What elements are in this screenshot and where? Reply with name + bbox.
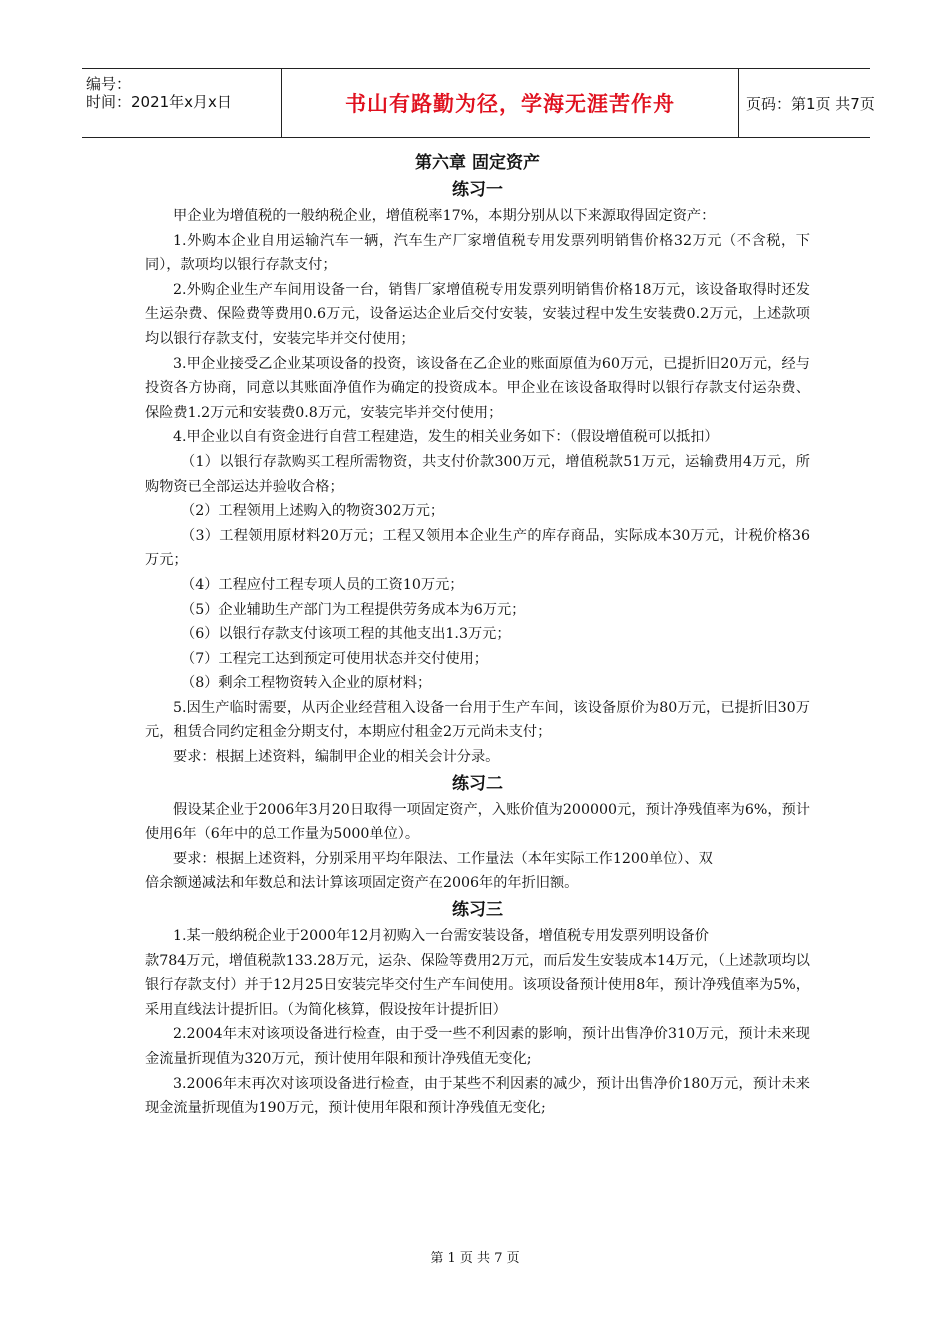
exercise-1-item-3: 3.甲企业接受乙企业某项设备的投资，该设备在乙企业的账面原值为60万元，已提折旧20万元，经与投资各方协商，同意以其账面净值作为确定的投资成本。甲企业在该设备取得时以银行存款支付运杂费、保险费1.2万元和安装费0.8万元，安装完毕并交付使用；: [145, 355, 810, 421]
header-meta: [82, 69, 280, 137]
exercise-1-item-1: 1.外购本企业自用运输汽车一辆，汽车生产厂家增值税专用发票列明销售价格32万元（不含税，下同），款项均以银行存款支付；: [145, 232, 810, 274]
exercise-1-requirement: 要求：根据上述资料，编制甲企业的相关会计分录。: [173, 749, 500, 766]
exercise-3-title: 练习三: [452, 900, 503, 921]
exercise-3-item-1b: 款784万元，增值税款133.28万元，运杂、保险等费用2万元，而后发生安装成本14万元，（上述款项均以银行存款支付）并于12月25日安装完毕交付生产车间使用。该项设备预计使用8年，预计净残值率为5%，采用直线法计提折旧。（为简化核算，假设按年计提折旧）: [145, 952, 810, 1018]
exercise-1-intro: 甲企业为增值税的一般纳税企业，增值税率17%，本期分别从以下来源取得固定资产：: [173, 208, 716, 224]
exercise-1-sub-6: （6）以银行存款支付该项工程的其他支出1.3万元；: [181, 626, 511, 643]
document-body: [145, 150, 810, 1121]
document-number-label: 编号：: [86, 75, 132, 93]
header-motto-cell: [281, 69, 739, 137]
exercise-1-title: 练习一: [452, 180, 503, 200]
exercise-3-item-3: 3.2006年末再次对该项设备进行检查，由于某些不利因素的减少，预计出售净价180万元，预计未来现金流量折现值为190万元，预计使用年限和预计净残值无变化;: [145, 1075, 810, 1117]
exercise-1-sub-1: （1）以银行存款购买工程所需物资，共支付价款300万元，增值税款51万元，运输费用4万元，所购物资已全部运达并验收合格；: [145, 453, 810, 495]
exercise-1-item-2: 2.外购企业生产车间用设备一台，销售厂家增值税专用发票列明销售价格18万元，该设备取得时还发生运杂费、保险费等费用0.6万元，设备运达企业后交付安装，安装过程中发生安装费0.2万元，上述款项均以银行存款支付，安装完毕并交付使用；: [145, 281, 810, 347]
page-footer: 第 1 页 共 7 页: [430, 1251, 520, 1266]
exercise-1-item-5: 5.因生产临时需要，从丙企业经营租入设备一台用于生产车间，该设备原价为80万元，已提折旧30万元，租赁合同约定租金分期支付，本期应付租金2万元尚未支付；: [145, 699, 810, 741]
exercise-2-requirement-b: 倍余额递减法和年数总和法计算该项固定资产在2006年的年折旧额。: [145, 875, 579, 892]
exercise-1-sub-7: （7）工程完工达到预定可使用状态并交付使用；: [181, 650, 488, 667]
exercise-1-sub-5: （5）企业辅助生产部门为工程提供劳务成本为6万元；: [181, 601, 526, 618]
motto-text: 书山有路勤为径，学海无涯苦作舟: [345, 92, 675, 116]
exercise-1-item-4: 4.甲企业以自有资金进行自营工程建造，发生的相关业务如下：（假设增值税可以抵扣）: [173, 429, 719, 446]
exercise-1-sub-8: （8）剩余工程物资转入企业的原材料；: [181, 675, 432, 692]
exercise-3-item-1a: 1.某一般纳税企业于2000年12月初购入一台需安装设备，增值税专用发票列明设备价: [173, 928, 709, 945]
chapter-title: 第六章 固定资产: [415, 153, 540, 173]
exercise-1-sub-2: （2）工程领用上述购入的物资302万元；: [181, 503, 445, 520]
exercise-1-sub-4: （4）工程应付工程专项人员的工资10万元；: [181, 576, 464, 593]
exercise-2-requirement-a: 要求：根据上述资料，分别采用平均年限法、工作量法（本年实际工作1200单位）、双: [173, 850, 713, 867]
exercise-3-item-2: 2.2004年末对该项设备进行检查，由于受一些不利因素的影响，预计出售净价310万元，预计未来现金流量折现值为320万元，预计使用年限和预计净残值无变化;: [145, 1026, 810, 1067]
exercise-2-text: 假设某企业于2006年3月20日取得一项固定资产，入账价值为200000元，预计净残值率为6%，预计使用6年（6年中的总工作量为5000单位）。: [145, 801, 810, 843]
exercise-2-title: 练习二: [452, 773, 503, 794]
exercise-1-sub-3: （3）工程领用原材料20万元；工程又领用本企业生产的库存商品，实际成本30万元，计税价格36万元；: [145, 527, 810, 569]
page-header: [82, 68, 875, 138]
document-date-label: 时间：2021年x月x日: [86, 93, 232, 111]
header-page-number: 页码：第1页 共7页: [746, 94, 875, 113]
